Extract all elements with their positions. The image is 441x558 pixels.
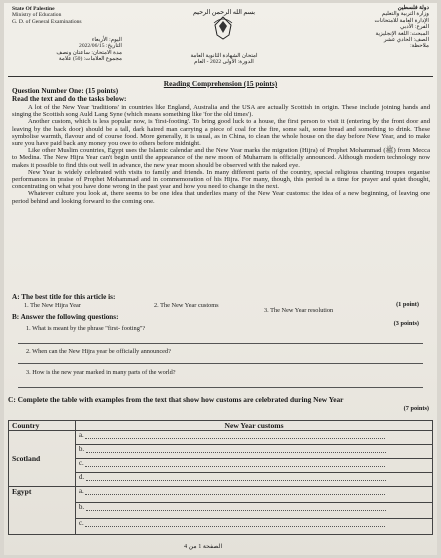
header-exam-title: امتحان الشهادة الثانوية العامة xyxy=(190,53,258,59)
header-ministry: Ministry of Education xyxy=(12,12,62,19)
header-duration: مدة الامتحان: ساعتان ونصف xyxy=(56,49,122,56)
answer-line-2[interactable] xyxy=(18,363,423,364)
task-b-question-2: 2. When can the New Hijra year be officially announced? xyxy=(26,348,171,355)
country-egypt: Egypt xyxy=(9,487,76,535)
passage-paragraph-4: New Year is widely celebrated with visits to family and friends. In many different parts of the country, special religious chanting troupes organise performances in praise of Prophet Mohammad and in commemoration of his Hijra. For many, though, this period is a time for prayer and quiet thought, concentrating on what you have done wrong in the past year and how you need to change in the next. xyxy=(12,168,430,191)
table-cell[interactable] xyxy=(76,519,433,535)
answer-blank[interactable] xyxy=(86,473,386,481)
section-title: Reading Comprehension (15 points) xyxy=(163,79,278,88)
task-b-label: B: Answer the following questions: xyxy=(12,313,119,321)
customs-table xyxy=(8,420,433,535)
header-divider xyxy=(8,76,433,77)
passage-paragraph-1: A lot of the New Year 'traditions' in countries like England, Australia and the USA are actually Scottish in origin. These include joining hands and singing the Scottish song Auld Lang Syne (which means something like 'for the old times'). xyxy=(12,104,430,119)
country-scotland: Scotland xyxy=(9,431,76,487)
passage-paragraph-5: Whatever culture you look at, there seems to be one idea that underlies many of the New Year customs: the idea of a new beginning, of leaving one period behind and looking forward to the coming one. xyxy=(12,190,430,205)
palestine-emblem-icon xyxy=(211,15,235,41)
header-day: اليوم: الأربعاء xyxy=(91,37,122,43)
header-total: مجموع العلامات: (50) علامة xyxy=(58,56,122,63)
header-bismillah: بسم الله الرحمن الرحيم xyxy=(192,9,255,16)
header-note: ملاحظة: xyxy=(410,43,429,50)
passage-paragraph-2: Another custom, which is less popular now, is 'first-footing'. To bring good luck to a house, the first person to visit it (entering by the front door and leaving by the back door) should be a tall, dark haired man carrying a piece of coal for the fire, some salt, some bread and something to drink. These symbolise warmth, flavour and of course food. More generally, it is usual, as in China, to clean the whole house on the day before New Year, and to make sure you have paid back any money you owe to others before midnight. xyxy=(12,118,430,148)
task-b-question-1: 1. What is meant by the phrase "first- footing"? xyxy=(26,325,146,332)
header-left-ar xyxy=(12,37,122,63)
header-right xyxy=(309,5,429,50)
task-a-option-3: 3. The New Year resolution xyxy=(264,307,334,314)
header-state-ar: دولة فلسطين xyxy=(397,5,429,11)
table-cell[interactable] xyxy=(76,473,433,487)
header-ministry-ar: وزارة التربية والتعليم xyxy=(381,11,429,18)
header-directorate-ar: الإدارة العامة للامتحانات xyxy=(374,17,429,24)
task-a-option-1: 1. The New Hijra Year xyxy=(24,302,81,309)
header-directorate: G. D. of General Examinations xyxy=(12,18,82,25)
task-c-points: (7 points) xyxy=(403,405,429,412)
header-class: الصف: الحادي عشر xyxy=(383,37,429,44)
header-date: التاريخ: 2022/06/15 xyxy=(79,43,122,50)
table-cell[interactable] xyxy=(76,503,433,519)
exam-paper xyxy=(4,3,437,555)
question-heading: Question Number One: (15 points) xyxy=(12,87,119,95)
item-label: a. xyxy=(79,432,84,439)
task-a-label: A: The best title for this article is: xyxy=(12,293,116,301)
answer-blank[interactable] xyxy=(86,445,386,453)
answer-blank[interactable] xyxy=(85,519,385,527)
passage-paragraph-3: Like other Muslim countries, Egypt uses the Islamic calendar and the New Year marks the migration (Hijra) of Prophet Mohammad (ﷺ) from Mecca to Medina. The New Hijra Year can't begin until the appearance of the new moon of Muharram is officially announced. Although modern technology now makes it possible to find this out well in advance, the new year moon should be observed with the naked eye. xyxy=(12,147,430,169)
answer-blank[interactable] xyxy=(85,487,385,495)
table-row xyxy=(9,431,433,445)
header-center xyxy=(144,53,304,66)
table-header-row xyxy=(9,421,433,431)
table-row xyxy=(9,487,433,503)
table-header-customs: New Year customs xyxy=(76,421,433,431)
table-cell[interactable] xyxy=(76,487,433,503)
header-session: الدورة: الأولى 2022 - العام xyxy=(194,59,254,66)
header-state: State Of Palestine xyxy=(12,6,55,12)
answer-line-3[interactable] xyxy=(18,387,423,388)
task-a-option-2: 2. The New Year customs xyxy=(154,302,219,309)
item-label: b. xyxy=(79,446,85,453)
page-footer: الصفحة 1 من 4 xyxy=(184,543,223,550)
answer-line-1[interactable] xyxy=(18,343,423,344)
table-cell[interactable] xyxy=(76,459,433,473)
task-b-points: (3 points) xyxy=(393,320,419,327)
header-subject: المبحث: اللغة الإنجليزية xyxy=(375,30,429,37)
item-label: a. xyxy=(79,488,84,495)
answer-blank[interactable] xyxy=(85,431,385,439)
header-left xyxy=(12,6,82,25)
table-cell[interactable] xyxy=(76,445,433,459)
item-label: b. xyxy=(79,504,85,511)
reading-passage xyxy=(12,104,430,205)
item-label: d. xyxy=(79,474,85,481)
item-label: c. xyxy=(79,460,84,467)
answer-blank[interactable] xyxy=(86,503,386,511)
task-b-question-3: 3. How is the new year marked in many parts of the world? xyxy=(26,369,176,376)
task-a-points: (1 point) xyxy=(396,301,419,308)
header-branch: الفرع: الأدبي xyxy=(400,24,429,31)
table-header-country: Country xyxy=(9,421,76,431)
answer-blank[interactable] xyxy=(85,459,385,467)
table-cell[interactable] xyxy=(76,431,433,445)
item-label: c. xyxy=(79,520,84,527)
question-instruction: Read the text and do the tasks below: xyxy=(12,95,127,103)
task-c-label: C: Complete the table with examples from the text that show how customs are celebrated during New Year xyxy=(8,395,344,404)
